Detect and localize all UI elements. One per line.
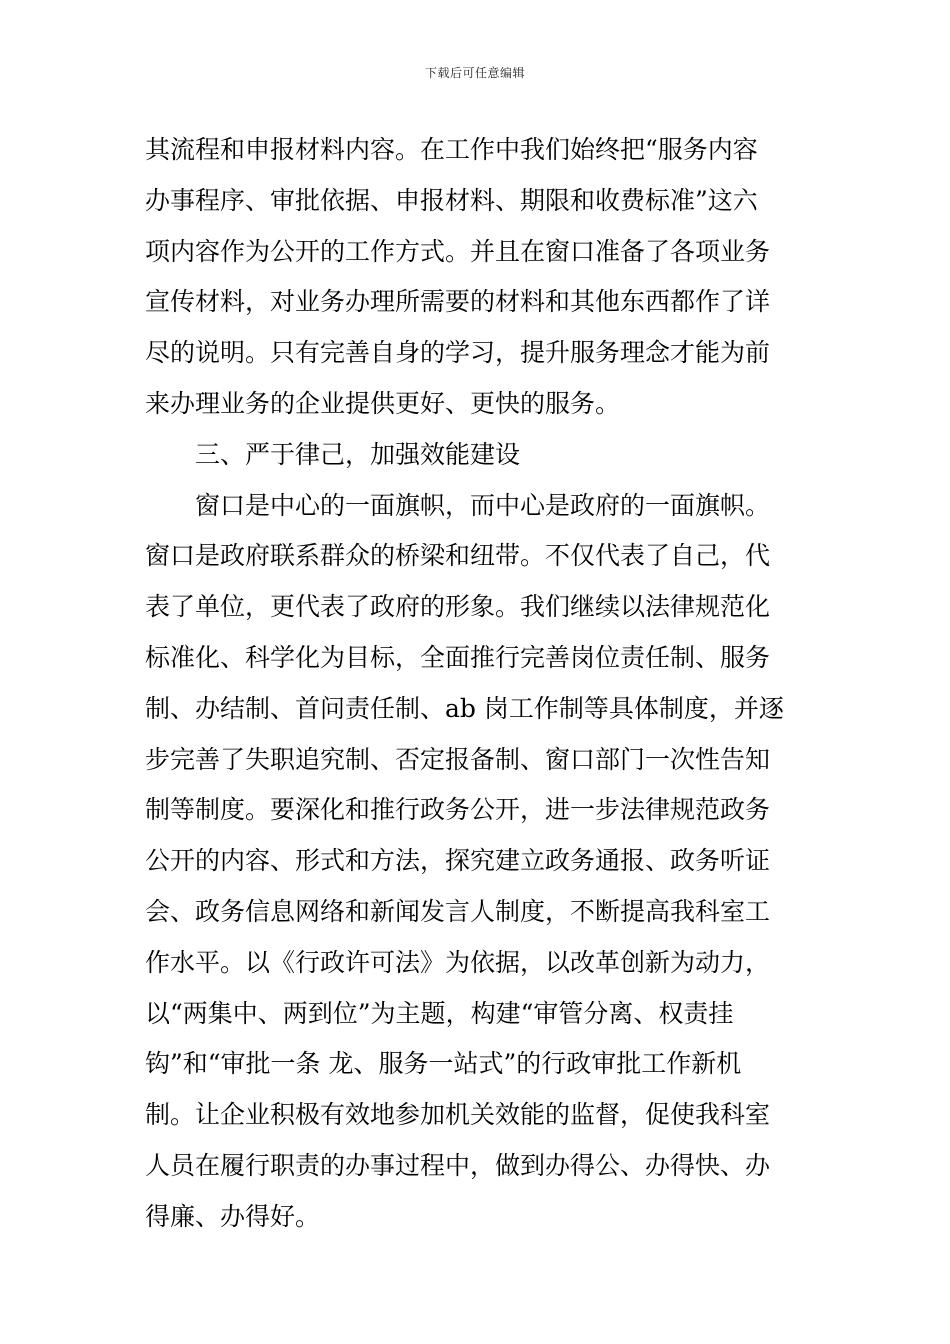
text-line: 来办理业务的企业提供更好、更快的服务。 — [145, 388, 621, 418]
text-line: 表了单位，更代表了政府的形象。我们继续以法律规范化 — [145, 592, 771, 622]
text-line: 标准化、科学化为目标，全面推行完善岗位责任制、服务 — [145, 642, 771, 672]
text-line: 会、政务信息网络和新闻发言人制度，不断提高我科室工 — [145, 896, 771, 926]
text-line: 宣传材料，对业务办理所需要的材料和其他东西都作了详 — [145, 287, 771, 317]
section-heading-text: 三、严于律己，加强效能建设 — [195, 439, 521, 469]
text-line: 其流程和申报材料内容。在工作中我们始终把“服务内容 — [145, 135, 758, 164]
text-line: 制、办结制、首问责任制、ab 岗工作制等具体制度，并逐 — [145, 693, 784, 723]
text-line: 钩”和“审批一条 龙、服务一站式”的行政审批工作新机 — [145, 1049, 742, 1079]
text-line: 办事程序、审批依据、申报材料、期限和收费标准”这六 — [145, 185, 758, 215]
text-line: 窗口是中心的一面旗帜，而中心是政府的一面旗帜。 — [195, 490, 771, 520]
document-body — [145, 125, 805, 1243]
text-line: 窗口是政府联系群众的桥梁和纽带。不仅代表了自己，代 — [145, 541, 771, 571]
text-line: 公开的内容、形式和方法，探究建立政务通报、政务听证 — [145, 846, 771, 876]
paragraph-process-description — [145, 125, 805, 430]
text-line: 以“两集中、两到位”为主题，构建“审管分离、权责挂 — [145, 998, 734, 1028]
text-line: 制。让企业积极有效地参加机关效能的监督，促使我科室 — [145, 1100, 771, 1130]
text-line: 得廉、办得好。 — [145, 1201, 321, 1231]
paragraph-window-efficiency — [145, 481, 805, 1243]
text-line: 人员在履行职责的办事过程中，做到办得公、办得快、办 — [145, 1150, 771, 1180]
text-line: 作水平。以《行政许可法》为依据，以改革创新为动力， — [145, 947, 771, 977]
page-header: 下载后可任意编辑 — [424, 66, 525, 80]
text-line: 项内容作为公开的工作方式。并且在窗口准备了各项业务 — [145, 236, 771, 266]
text-line: 制等制度。要深化和推行政务公开，进一步法律规范政务 — [145, 795, 771, 825]
section-heading — [145, 430, 805, 481]
text-line: 尽的说明。只有完善自身的学习，提升服务理念才能为前 — [145, 338, 771, 368]
text-line: 步完善了失职追究制、否定报备制、窗口部门一次性告知 — [145, 744, 771, 774]
